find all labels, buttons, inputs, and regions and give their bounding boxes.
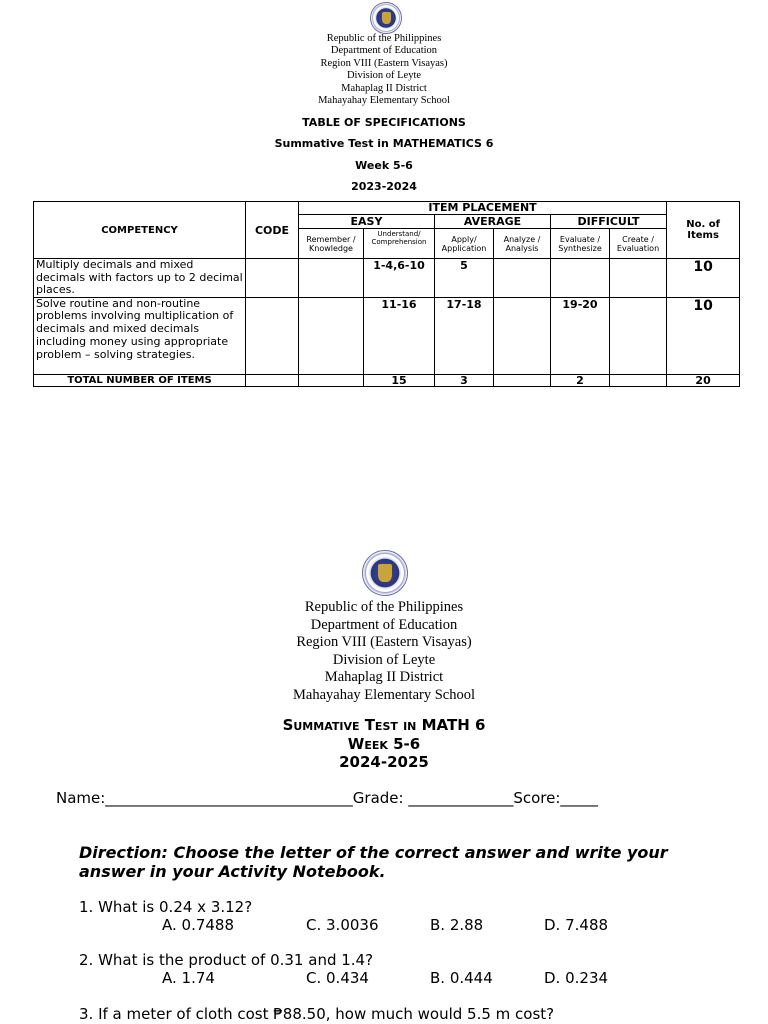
group-difficult: DIFFICULT: [551, 215, 667, 229]
placement-cell: 17-18: [435, 297, 494, 374]
letterhead-line: Department of Education: [330, 45, 438, 57]
test-week: Week 5-6: [347, 735, 421, 753]
level-remember: Remember / Knowledge: [299, 229, 364, 259]
letterhead-line: Department of Education: [310, 616, 458, 633]
question-3: 3. If a meter of cloth cost ₱88.50, how much would 5.5 m cost?: [79, 1005, 555, 1023]
competency-header: COMPETENCY: [34, 202, 246, 259]
code-cell: [246, 259, 299, 298]
placement-cell: 11-16: [364, 297, 435, 374]
direction-text: Direction: Choose the letter of the correct answer and write your answer in your Activity Notebook.: [79, 843, 668, 881]
level-apply: Apply/ Application: [435, 229, 494, 259]
answer-choice: D. 7.488: [544, 916, 609, 934]
code-header: CODE: [246, 202, 299, 259]
name-grade-score-line: Name:_________________________________Grade: ______________Score:_____: [56, 789, 598, 807]
group-average: AVERAGE: [435, 215, 551, 229]
table-row: [34, 259, 740, 298]
letterhead-line: Mahaplag II District: [341, 82, 427, 94]
specification-table: [33, 201, 740, 387]
total-row: [34, 374, 740, 386]
code-cell: [246, 297, 299, 374]
test-letterhead: [0, 599, 768, 705]
item-placement-header: ITEM PLACEMENT: [299, 202, 667, 215]
items-count-cell: 10: [667, 259, 740, 298]
tos-week: Week 5-6: [355, 159, 413, 172]
answer-choice: B. 2.88: [430, 916, 484, 934]
letterhead-line: Mahayahay Elementary School: [293, 686, 475, 703]
placement-cell: [299, 297, 364, 374]
items-count-cell: 10: [667, 297, 740, 374]
total-cell: 15: [364, 374, 435, 386]
placement-cell: 1-4,6-10: [364, 259, 435, 298]
tos-letterhead: [0, 33, 768, 107]
placement-cell: [494, 297, 551, 374]
placement-cell: [299, 259, 364, 298]
answer-choice: A. 0.7488: [162, 916, 235, 934]
answer-choice: D. 0.234: [544, 969, 609, 987]
total-cell: [610, 374, 667, 386]
letterhead-line: Division of Leyte: [332, 651, 436, 668]
letterhead-line: Mahaplag II District: [324, 669, 444, 686]
competency-cell: Multiply decimals and mixed decimals with factors up to 2 decimal places.: [34, 259, 246, 298]
competency-cell: Solve routine and non-routine problems involving multiplication of decimals and mixed decimals including money using appropriate problem – solving strategies.: [34, 297, 246, 374]
tos-subtitle: Summative Test in MATHEMATICS 6: [274, 137, 494, 150]
level-analyze: Analyze / Analysis: [494, 229, 551, 259]
deped-seal-logo: [370, 2, 402, 34]
test-title: Summative Test in MATH 6: [282, 716, 486, 734]
tos-title: TABLE OF SPECIFICATIONS: [302, 116, 466, 129]
letterhead-line: Division of Leyte: [346, 70, 422, 82]
question-2: 2. What is the product of 0.31 and 1.4?: [79, 951, 374, 969]
total-cell: 3: [435, 374, 494, 386]
placement-cell: 19-20: [551, 297, 610, 374]
table-row: [34, 297, 740, 374]
answer-choice: C. 0.434: [306, 969, 369, 987]
tos-year: 2023-2024: [351, 180, 417, 193]
placement-cell: [610, 259, 667, 298]
answer-choice: A. 1.74: [162, 969, 215, 987]
placement-cell: [494, 259, 551, 298]
code-cell: [246, 374, 299, 386]
total-cell: 2: [551, 374, 610, 386]
letterhead-line: Region VIII (Eastern Visayas): [296, 634, 472, 651]
letterhead-line: Mahayahay Elementary School: [318, 95, 450, 107]
answer-choice: C. 3.0036: [306, 916, 379, 934]
table-header-row: [34, 202, 740, 215]
letterhead-line: Republic of the Philippines: [304, 599, 464, 615]
placement-cell: [610, 297, 667, 374]
group-easy: EASY: [299, 215, 435, 229]
question-1: 1. What is 0.24 x 3.12?: [79, 898, 253, 916]
letterhead-line: Republic of the Philippines: [326, 33, 442, 44]
test-year: 2024-2025: [339, 753, 429, 771]
total-label: TOTAL NUMBER OF ITEMS: [34, 374, 246, 386]
no-of-items-header: No. of Items: [667, 202, 740, 259]
level-understand: Understand/ Comprehension: [364, 229, 435, 259]
placement-cell: [551, 259, 610, 298]
answer-choice: B. 0.444: [430, 969, 493, 987]
level-evaluate: Evaluate / Synthesize: [551, 229, 610, 259]
total-cell: [299, 374, 364, 386]
placement-cell: 5: [435, 259, 494, 298]
total-cell: [494, 374, 551, 386]
total-items-cell: 20: [667, 374, 740, 386]
deped-seal-logo: [362, 550, 408, 596]
level-create: Create / Evaluation: [610, 229, 667, 259]
letterhead-line: Region VIII (Eastern Visayas): [320, 57, 448, 69]
